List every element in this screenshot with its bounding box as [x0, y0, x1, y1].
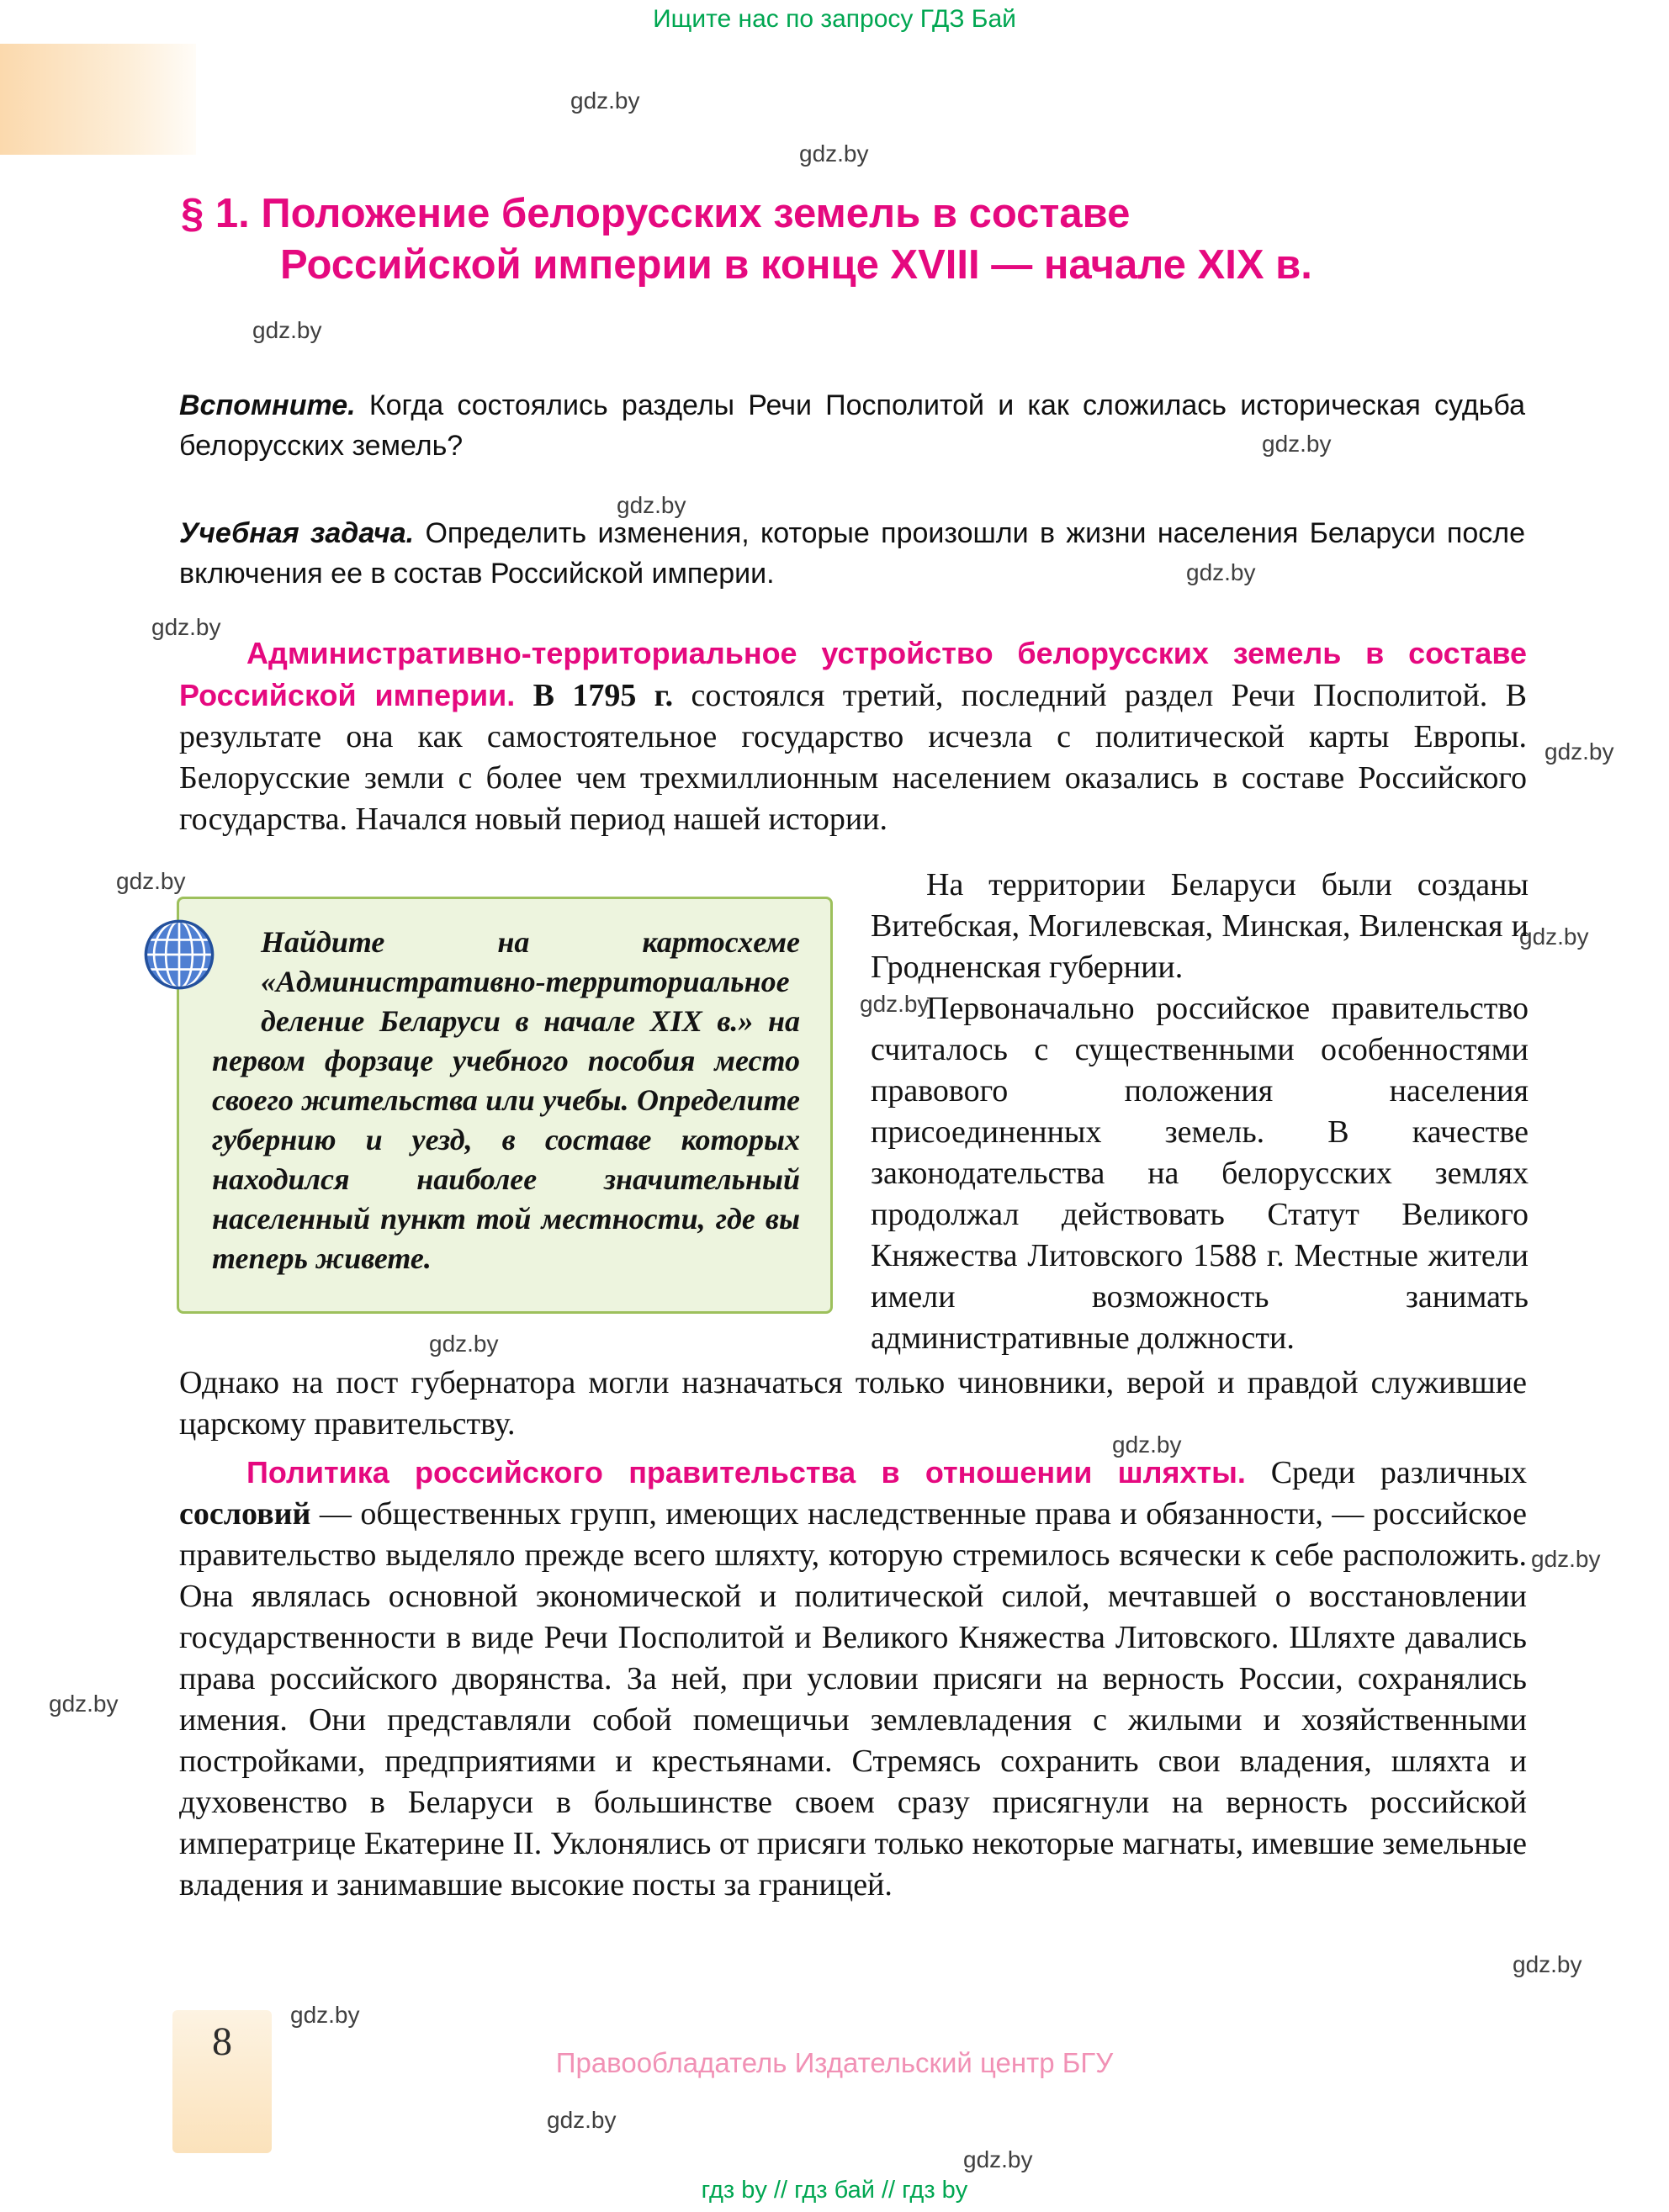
- recall-label: Вспомните.: [179, 389, 356, 421]
- gdz-watermark: gdz.by: [860, 991, 930, 1017]
- bottom-banner: гдз by // гдз бай // гдз by: [701, 2177, 968, 2204]
- gdz-watermark: gdz.by: [547, 2107, 617, 2133]
- right-column-paragraph-2: Первоначально российское правительство считалось с существенными особенностями правового положения населения присоединенных земель. В качестве законодательства на белорусских землях продолжал действовать Статут Великого Княжества Литовского 1588 г. Местные жители имели возможность занимать административные должности.: [871, 991, 1529, 1356]
- page-number-box: [172, 2010, 272, 2153]
- copyright-line: Правообладатель Издательский центр БГУ: [555, 2047, 1114, 2078]
- gdz-watermark: gdz.by: [799, 140, 869, 167]
- globe-text-spacer: [212, 923, 261, 1017]
- gdz-watermark: gdz.by: [1262, 431, 1332, 457]
- right-column: [871, 865, 1529, 1359]
- gdz-watermark: gdz.by: [1112, 1431, 1182, 1458]
- admin-section-paragraph: [179, 632, 1527, 840]
- map-task-box: [177, 897, 833, 1314]
- szlachta-text-pre: Среди различных: [1270, 1455, 1528, 1490]
- gdz-watermark: gdz.by: [1519, 923, 1589, 950]
- gdz-watermark: gdz.by: [1531, 1546, 1601, 1572]
- gdz-watermark: gdz.by: [1186, 559, 1256, 585]
- page-title-line2: Российской империи в конце XVIII — начале XIX в.: [280, 242, 1312, 288]
- task-text: Определить изменения, которые произошли в жизни населения Беларуси после включения ее в состав Российской империи.: [179, 517, 1525, 590]
- gdz-watermark: gdz.by: [570, 87, 640, 114]
- gdz-watermark: gdz.by: [617, 492, 686, 518]
- gdz-watermark: gdz.by: [49, 1691, 119, 1717]
- governor-paragraph: Однако на пост губернатора могли назначаться только чиновники, верой и правдой служившие царскому правительству.: [179, 1365, 1527, 1442]
- gdz-watermark: gdz.by: [290, 2002, 360, 2028]
- recall-text: Когда состоялись разделы Речи Посполитой и как сложилась историческая судьба белорусских земель?: [179, 389, 1525, 462]
- gdz-watermark: gdz.by: [1544, 738, 1614, 765]
- page-title: [181, 188, 1312, 291]
- top-banner: Ищите нас по запросу ГДЗ Бай: [653, 5, 1016, 33]
- admin-section-text: состоялся третий, последний раздел Речи Посполитой. В результате она как самостоятельное государство исчезла с политической карты Европы. Белорусские земли с более чем трехмиллионным населением оказались в составе Российского государства. Начался новый период нашей истории.: [179, 678, 1528, 837]
- szlachta-bold-term: сословий: [179, 1496, 311, 1532]
- szlachta-section-heading: Политика российского правительства в отношении шляхты.: [246, 1455, 1246, 1490]
- gdz-watermark: gdz.by: [116, 868, 186, 894]
- globe-icon: [142, 918, 216, 992]
- admin-section-bold-date: В 1795 г.: [532, 678, 674, 713]
- task-paragraph: [179, 513, 1525, 594]
- admin-section-heading: Административно-территориальное устройство белорусских земель в составе Российской империи.: [179, 636, 1527, 712]
- gdz-watermark: gdz.by: [963, 2146, 1033, 2172]
- gdz-watermark: gdz.by: [429, 1331, 499, 1357]
- map-task-text: Найдите на картосхеме «Административно-территориальное деление Беларуси в начале XIX в.» на первом форзаце учебного пособия место своего жительства или учебы. Определите губернию и уезд, в составе которых находился наиболее значительный населенный пункт той местности, где вы теперь живете.: [212, 925, 800, 1275]
- recall-paragraph: [179, 385, 1525, 466]
- right-column-paragraph-1: На территории Беларуси были созданы Витебская, Могилевская, Минская, Виленская и Гродненская губернии.: [871, 867, 1529, 985]
- corner-decoration: [0, 44, 196, 155]
- szlachta-section-paragraph: [179, 1452, 1527, 1906]
- szlachta-text-post: — общественных групп, имеющих наследственные права и обязанности, — российское правительство выделяло прежде всего шляхту, которую стремилось всячески к себе расположить. Она являлась основной экономической и политической силой, мечтавшей о восстановлении государственности в виде Речи Посполитой и Великого Княжества Литовского. Шляхте давались права российского дворянства. За ней, при условии присяги на верность России, сохранялись имения. Они представляли собой помещичьи землевладения с жилыми и хозяйственными постройками, предприятиями и крестьянами. Стремясь сохранить свои владения, шляхта и духовенство в Беларуси в большинстве своем сразу присягнули на верность российской императрице Екатерине II. Уклонялись от присяги только некоторые магнаты, имевшие земельные владения и занимавшие высокие посты за границей.: [179, 1496, 1527, 1902]
- page-title-line1: § 1. Положение белорусских земель в составе: [181, 191, 1131, 236]
- gdz-watermark: gdz.by: [1513, 1951, 1582, 1977]
- gdz-watermark: gdz.by: [151, 614, 221, 640]
- page-number: 8: [212, 2019, 232, 2064]
- task-label: Учебная задача.: [179, 517, 415, 549]
- gdz-watermark: gdz.by: [252, 317, 322, 343]
